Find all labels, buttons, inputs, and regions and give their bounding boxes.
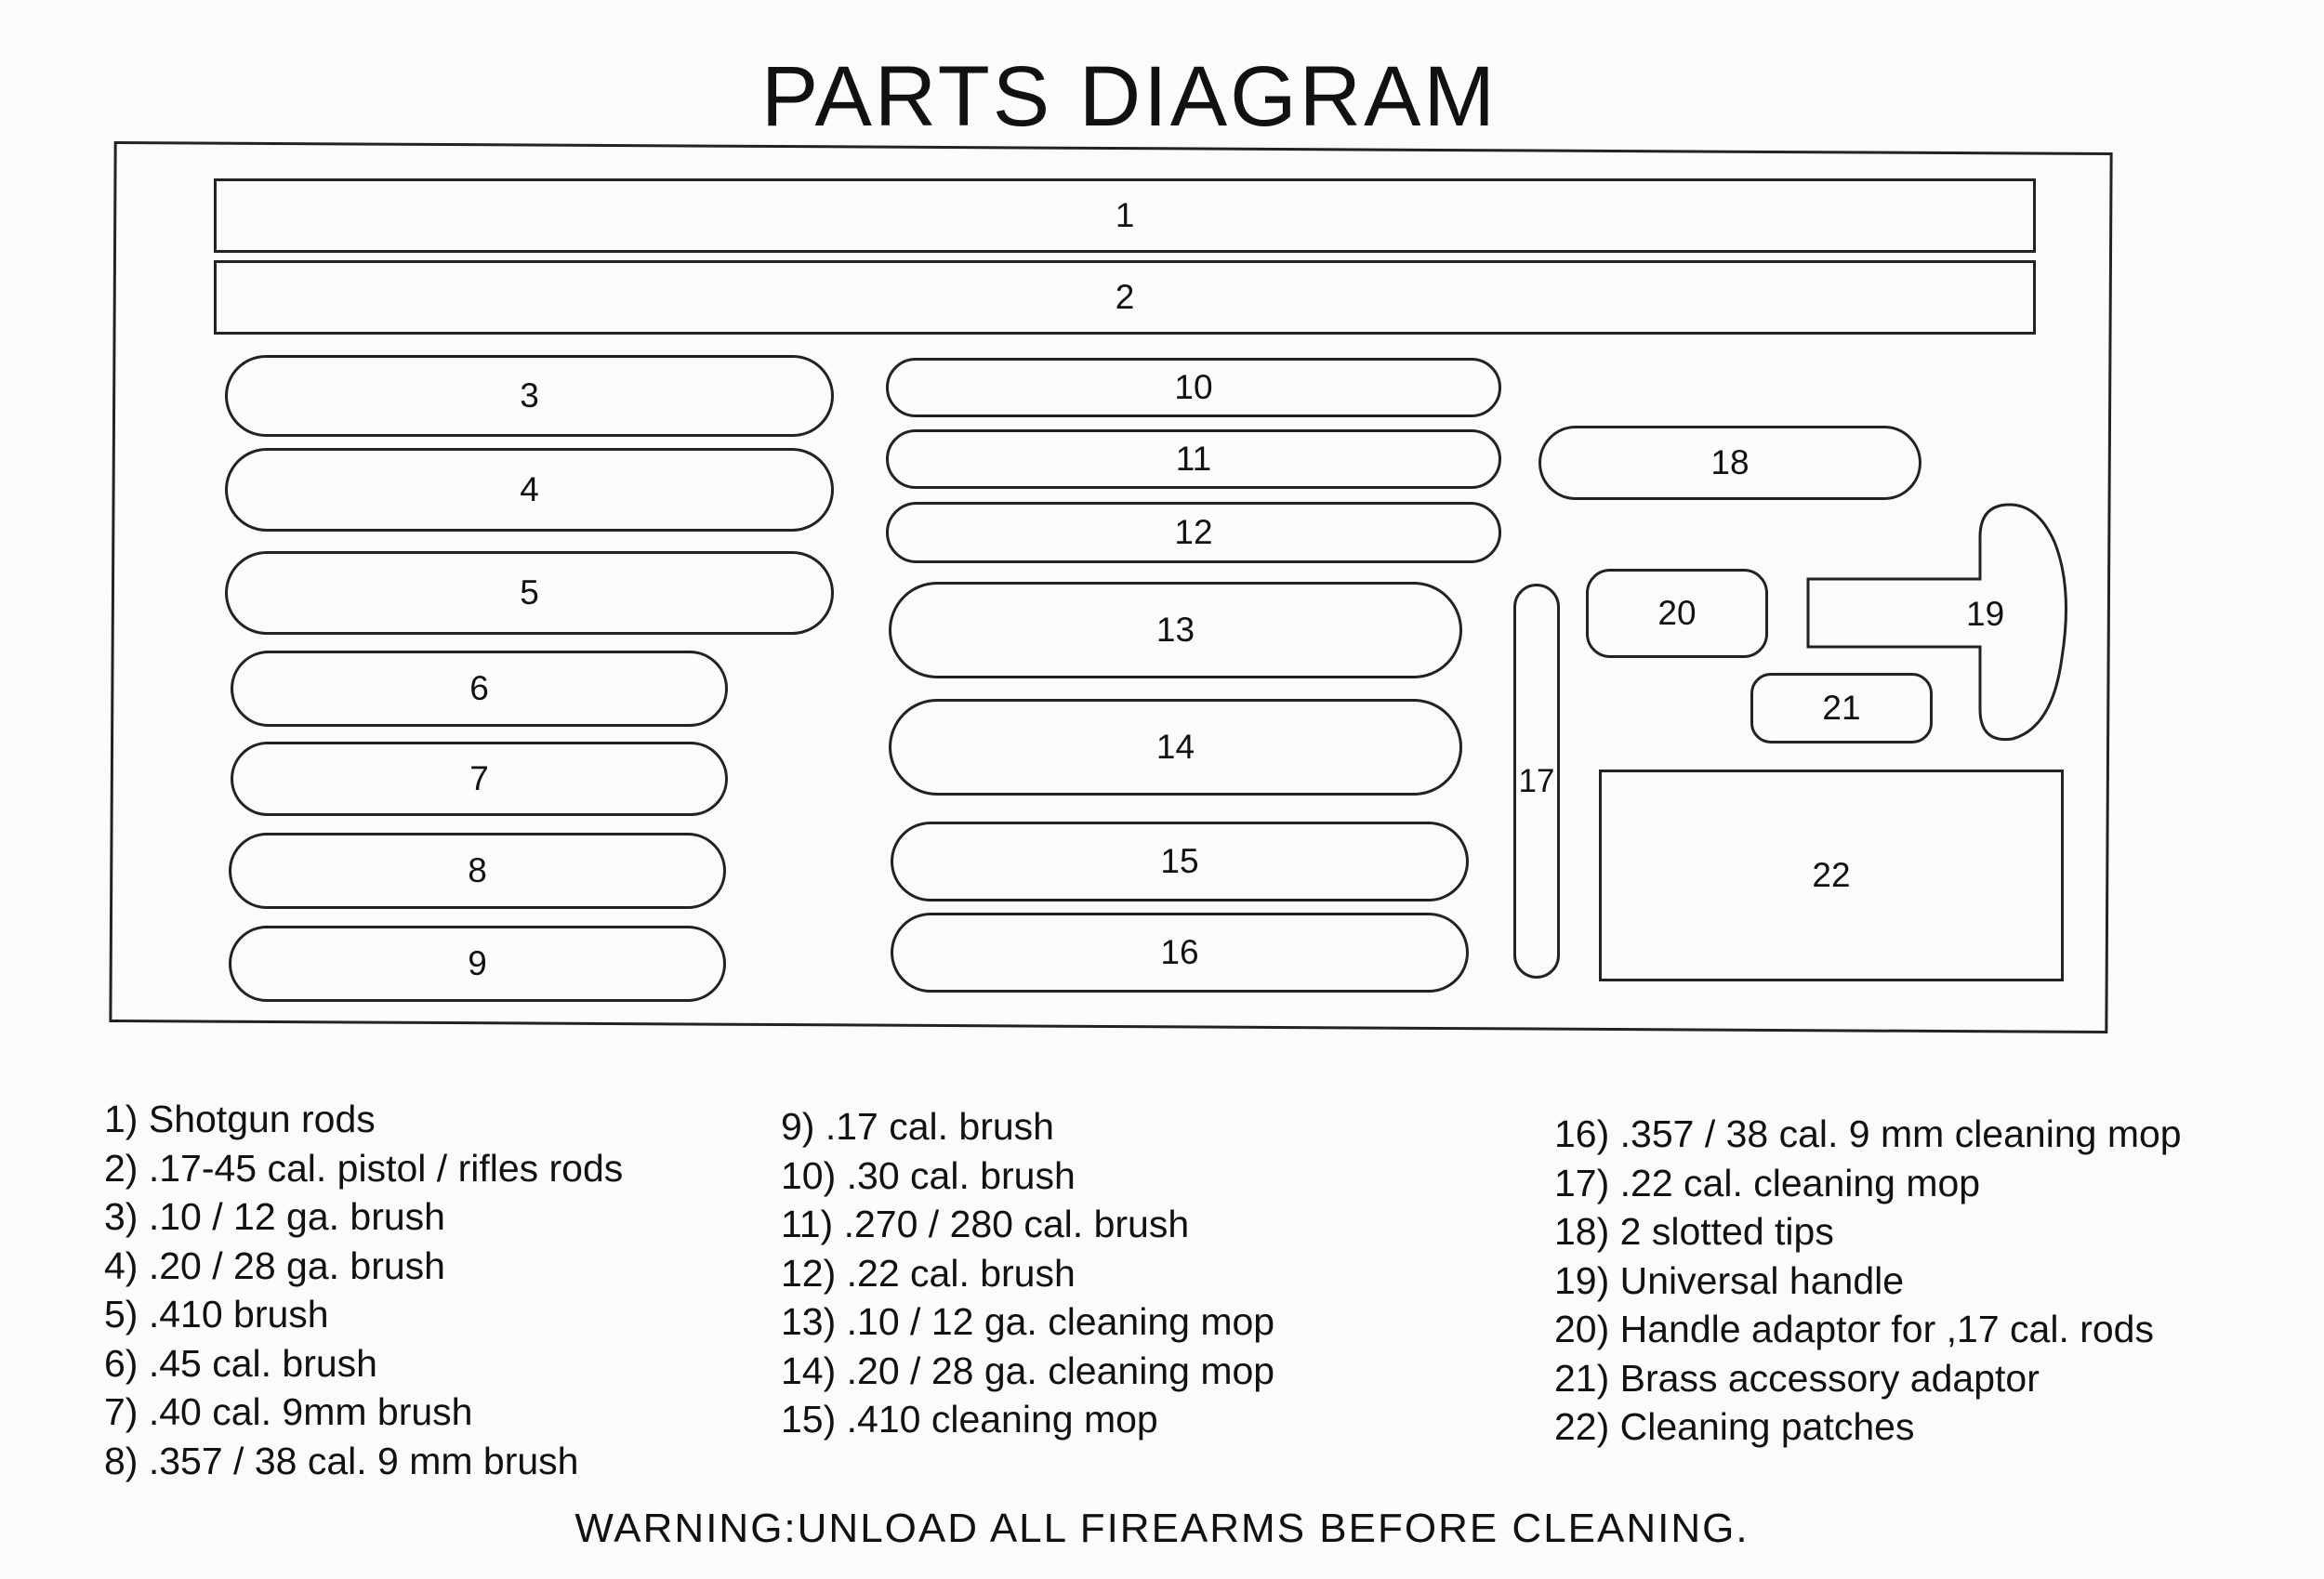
- legend-item: 11) .270 / 280 cal. brush: [781, 1203, 1190, 1245]
- part-16: 16: [891, 913, 1469, 993]
- part-6: 6: [231, 651, 728, 727]
- legend-item: 12) .22 cal. brush: [781, 1251, 1076, 1295]
- part-20: 20: [1586, 569, 1768, 658]
- legend-item: 13) .10 / 12 ga. cleaning mop: [781, 1300, 1275, 1343]
- legend-item: 7) .40 cal. 9mm brush: [104, 1390, 473, 1433]
- legend-item: 1) Shotgun rods: [104, 1098, 376, 1140]
- part-9: 9: [229, 926, 726, 1002]
- legend-column-2: [781, 1102, 1274, 1444]
- legend-item: 6) .45 cal. brush: [104, 1341, 377, 1385]
- legend-item: 18) 2 slotted tips: [1554, 1210, 1834, 1253]
- part-13: 13: [889, 582, 1462, 678]
- legend-item: 3) .10 / 12 ga. brush: [104, 1195, 445, 1238]
- part-21: 21: [1750, 673, 1933, 743]
- legend-column-3: [1554, 1110, 2182, 1452]
- part-11: 11: [886, 429, 1501, 489]
- legend-item: 4) .20 / 28 ga. brush: [104, 1243, 445, 1287]
- legend-item: 15) .410 cleaning mop: [781, 1398, 1158, 1441]
- legend-item: 14) .20 / 28 ga. cleaning mop: [781, 1349, 1275, 1392]
- legend-item: 20) Handle adaptor for ,17 cal. rods: [1554, 1308, 2154, 1350]
- legend-item: 5) .410 brush: [104, 1293, 329, 1336]
- part-2: 2: [214, 260, 2036, 335]
- legend-item: 16) .357 / 38 cal. 9 mm cleaning mop: [1554, 1112, 2182, 1155]
- part-22: 22: [1599, 770, 2064, 981]
- part-10: 10: [886, 358, 1501, 417]
- part-14: 14: [889, 699, 1462, 796]
- part-7: 7: [231, 742, 728, 816]
- legend-item: 9) .17 cal. brush: [781, 1105, 1054, 1148]
- part-18: 18: [1538, 426, 1921, 500]
- legend-column-1: [104, 1095, 623, 1485]
- part-8: 8: [229, 833, 726, 909]
- legend-item: 2) .17-45 cal. pistol / rifles rods: [104, 1146, 624, 1190]
- legend-item: 22) Cleaning patches: [1554, 1405, 1915, 1448]
- legend-item: 21) Brass accessory adaptor: [1554, 1356, 2040, 1400]
- part-19: 19: [1966, 595, 2005, 633]
- part-19-handle-outline: [1803, 500, 2073, 751]
- part-5: 5: [225, 551, 834, 635]
- warning-text: WARNING:UNLOAD ALL FIREARMS BEFORE CLEANING.: [574, 1506, 1750, 1551]
- page-title: PARTS DIAGRAM: [760, 49, 1499, 144]
- part-15: 15: [891, 822, 1469, 901]
- legend-item: 17) .22 cal. cleaning mop: [1554, 1161, 1981, 1204]
- legend-item: 19) Universal handle: [1554, 1258, 1905, 1302]
- part-17: 17: [1513, 584, 1560, 979]
- part-3: 3: [225, 355, 834, 437]
- part-12: 12: [886, 502, 1501, 563]
- part-1: 1: [214, 178, 2036, 253]
- legend-item: 10) .30 cal. brush: [781, 1153, 1076, 1197]
- part-4: 4: [225, 448, 834, 532]
- legend-item: 8) .357 / 38 cal. 9 mm brush: [104, 1439, 579, 1482]
